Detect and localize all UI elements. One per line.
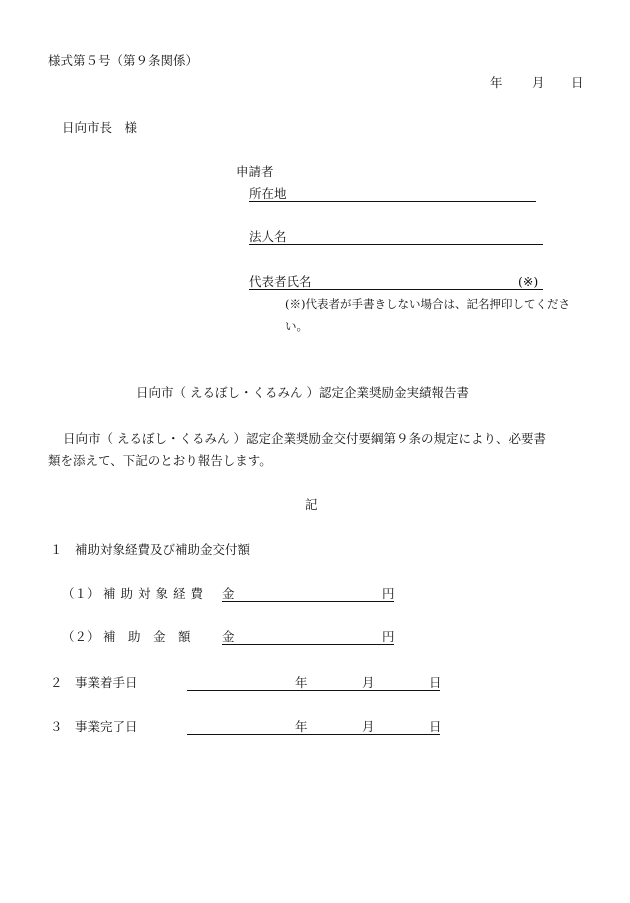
- item2-number: ２: [50, 675, 63, 690]
- start-date-field[interactable]: [187, 690, 440, 691]
- item3-year: 年: [295, 719, 308, 734]
- body-line-1: 日向市（ えるぼし・くるみん ）認定企業奨励金交付要綱第９条の規定により、必要書: [63, 431, 546, 446]
- item2-label: 事業着手日: [75, 675, 138, 690]
- address-field[interactable]: [249, 201, 536, 202]
- item3-number: ３: [50, 719, 63, 734]
- ki-heading: 記: [305, 497, 318, 512]
- addressee: 日向市長 様: [62, 120, 138, 135]
- sub2-prefix: 金: [222, 629, 235, 644]
- address-label: 所在地: [249, 186, 287, 201]
- sub1-suffix: 円: [382, 586, 395, 601]
- document-title: 日向市（ えるぼし・くるみん ）認定企業奨励金実績報告書: [136, 385, 469, 400]
- body-line-2: 類を添えて、下記のとおり報告します。: [48, 453, 272, 468]
- sub1-number: （１）: [62, 586, 100, 601]
- item2-year: 年: [295, 675, 308, 690]
- item1-number: １: [50, 542, 63, 557]
- note-line-1: (※)代表者が手書きしない場合は、記名押印してくださ: [285, 297, 570, 311]
- representative-label: 代表者氏名: [249, 274, 312, 289]
- sub1-label: 補助対象経費: [103, 586, 209, 601]
- form-number: 様式第５号（第９条関係）: [48, 53, 199, 68]
- date-month-label: 月: [532, 75, 545, 90]
- sub2-label: 補 助 金 額: [103, 629, 191, 644]
- item2-month: 月: [362, 675, 375, 690]
- date-year-label: 年: [490, 75, 503, 90]
- representative-name-field[interactable]: [249, 289, 543, 290]
- representative-mark: (※): [518, 274, 539, 289]
- item3-month: 月: [362, 719, 375, 734]
- sub2-amount-field[interactable]: [222, 644, 394, 645]
- item1-label: 補助対象経費及び補助金交付額: [75, 542, 251, 557]
- date-day-label: 日: [571, 75, 584, 90]
- item3-label: 事業完了日: [75, 719, 138, 734]
- item3-day: 日: [429, 719, 442, 734]
- applicant-heading: 申請者: [236, 164, 274, 179]
- completion-date-field[interactable]: [187, 734, 440, 735]
- sub2-suffix: 円: [382, 629, 395, 644]
- sub1-amount-field[interactable]: [222, 601, 394, 602]
- sub1-prefix: 金: [222, 586, 235, 601]
- sub2-number: （２）: [62, 629, 100, 644]
- corporation-name-field[interactable]: [249, 244, 543, 245]
- item2-day: 日: [429, 675, 442, 690]
- corporation-label: 法人名: [249, 229, 287, 244]
- note-line-2: い。: [285, 319, 308, 333]
